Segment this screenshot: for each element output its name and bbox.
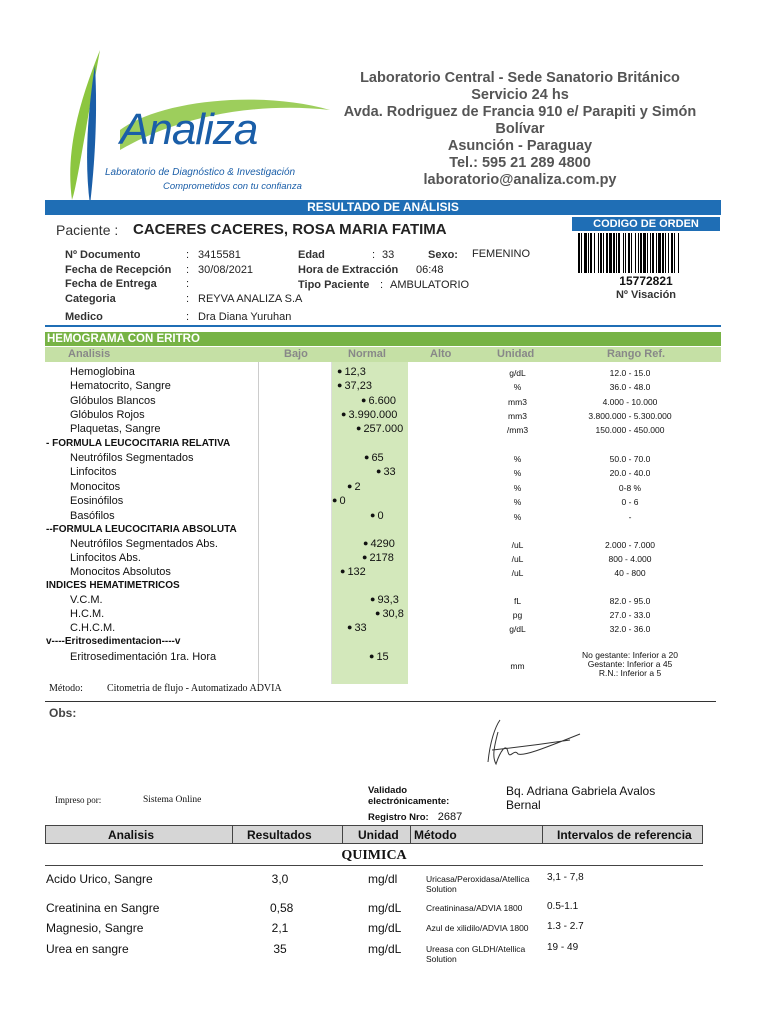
medico-label: Medico [65, 311, 103, 323]
reference-range: 20.0 - 40.0 [609, 468, 651, 478]
doc-label: Nº Documento [65, 249, 141, 261]
patient-label: Paciente : [56, 222, 119, 238]
reference-range: 50.0 - 70.0 [609, 454, 651, 464]
order-code-label: CODIGO DE ORDEN [572, 217, 720, 231]
hemograma-row [0, 608, 768, 622]
analysis-name: Hemoglobina [70, 366, 135, 378]
analysis-name: Linfocitos [70, 466, 117, 478]
analysis-name: Urea en sangre [46, 942, 129, 956]
qcol-resultados: Resultados [247, 828, 312, 842]
registro [368, 811, 462, 823]
medico-value: Dra Diana Yuruhan [198, 311, 292, 323]
col-bajo: Bajo [284, 348, 308, 360]
hemograma-columns [45, 347, 721, 362]
hemograma-row [0, 594, 768, 608]
result-value: 35 [273, 942, 287, 956]
col-normal: Normal [348, 348, 386, 360]
entrega-label: Fecha de Entrega [65, 278, 157, 290]
doc-value: 3415581 [198, 249, 241, 261]
analysis-name: Magnesio, Sangre [46, 921, 144, 935]
header-email: laboratorio@analiza.com.py [423, 172, 617, 188]
impreso-label: Impreso por: [55, 795, 102, 805]
hora-label: Hora de Extracción [298, 264, 399, 276]
result-value: ● 132 [340, 566, 366, 578]
result-value: ● 257.000 [356, 423, 403, 435]
unit: /uL [511, 568, 524, 578]
hemograma-row [0, 538, 768, 552]
metodo-label: Método: [49, 683, 83, 694]
hemograma-row [0, 622, 768, 636]
colon: : [186, 311, 190, 323]
header-line-2: Servicio 24 hs [471, 87, 569, 103]
tipo-paciente-label: Tipo Paciente [298, 279, 370, 291]
unit: fL [513, 596, 522, 606]
col-rango: Rango Ref. [607, 348, 666, 360]
obs-label: Obs: [49, 706, 77, 720]
unit: mm3 [508, 411, 527, 421]
section-heading [0, 636, 768, 650]
barcode-icon [578, 233, 714, 273]
unit: /uL [511, 554, 524, 564]
section-label: v----Eritrosedimentacion----v [46, 636, 181, 647]
unit: mg/dL [368, 921, 402, 935]
analysis-name: Monocitos [70, 481, 121, 493]
divider [342, 826, 343, 843]
result-value: ● 2178 [362, 552, 394, 564]
analysis-name: Glóbulos Blancos [70, 395, 156, 407]
categoria-value: REYVA ANALIZA S.A [198, 293, 303, 305]
hemograma-row [0, 423, 768, 437]
col-unidad: Unidad [497, 348, 535, 360]
visacion-label: Nº Visación [615, 289, 677, 301]
header-phone: Tel.: 595 21 289 4800 [449, 155, 591, 171]
analysis-name: Acido Urico, Sangre [46, 872, 153, 886]
hemograma-row [0, 395, 768, 409]
col-analisis: Analisis [68, 348, 111, 360]
result-value: ● 65 [364, 452, 384, 464]
divider [45, 701, 716, 702]
result-value: ● 15 [369, 651, 389, 663]
quimica-title: QUIMICA [341, 848, 407, 863]
section-label: INDICES HEMATIMETRICOS [46, 580, 180, 591]
hemograma-row [0, 566, 768, 580]
unit: % [513, 454, 522, 464]
colon: : [186, 249, 190, 261]
recepcion-value: 30/08/2021 [198, 264, 254, 276]
analysis-name: Monocitos Absolutos [70, 566, 171, 578]
qcol-analisis: Analisis [108, 828, 155, 842]
analysis-name: Basófilos [70, 510, 115, 522]
result-value: ● 93,3 [370, 594, 399, 606]
result-value: ● 6.600 [361, 395, 396, 407]
registro-label: Registro Nro: [368, 812, 429, 823]
divider [45, 865, 703, 866]
reference-range: 82.0 - 95.0 [609, 596, 651, 606]
method: Uricasa/Peroxidasa/Atellica Solution [426, 874, 530, 894]
categoria-label: Categoria [65, 293, 116, 305]
unit: % [513, 468, 522, 478]
reference-range: 2.000 - 7.000 [604, 540, 656, 550]
result-value: 3,0 [271, 872, 289, 886]
reference-range: 32.0 - 36.0 [609, 624, 651, 634]
logo-tagline: Comprometidos con tu confianza [163, 181, 302, 192]
reference-range: 800 - 4.000 [608, 554, 652, 564]
analysis-name: Glóbulos Rojos [70, 409, 145, 421]
unit: mg/dl [368, 872, 398, 886]
analysis-name: H.C.M. [70, 608, 105, 620]
qcol-unidad: Unidad [358, 828, 399, 842]
result-value: ● 30,8 [375, 608, 404, 620]
section-label: - FORMULA LEUCOCITARIA RELATIVA [46, 438, 231, 449]
analysis-name: Linfocitos Abs. [70, 552, 141, 564]
reference-range: 27.0 - 33.0 [609, 610, 651, 620]
divider [45, 325, 721, 327]
hemograma-row [0, 452, 768, 466]
unit: mm [510, 661, 525, 671]
analysis-name: Plaquetas, Sangre [70, 423, 161, 435]
header-line-1: Laboratorio Central - Sede Sanatorio Británico [360, 70, 680, 86]
divider [542, 826, 543, 843]
section-heading [0, 438, 768, 452]
edad-value: 33 [382, 249, 395, 261]
patient-name: CACERES CACERES, ROSA MARIA FATIMA [133, 221, 447, 238]
reference-range: - [628, 512, 632, 522]
analysis-name: Eosinófilos [70, 495, 124, 507]
result-value: ● 3.990.000 [341, 409, 397, 421]
reference-range: 0.5-1.1 [547, 901, 579, 912]
reference-range: 3,1 - 7,8 [547, 872, 584, 883]
logo-wordmark: Analiza [120, 105, 258, 154]
unit: % [513, 483, 522, 493]
reference-range: 40 - 800 [614, 568, 646, 578]
analysis-name: Neutrófilos Segmentados [70, 452, 194, 464]
metodo-value: Citometria de flujo - Automatizado ADVIA [107, 683, 282, 694]
edad-label: Edad [298, 249, 325, 261]
validador-name: Bq. Adriana Gabriela Avalos Bernal [506, 784, 656, 812]
tipo-paciente-value: AMBULATORIO [390, 279, 470, 291]
reference-range: 12.0 - 15.0 [609, 368, 651, 378]
hemograma-row [0, 510, 768, 524]
reference-range: 1.3 - 2.7 [547, 921, 584, 932]
hemograma-row [0, 495, 768, 509]
header-line-3: Avda. Rodriguez de Francia 910 e/ Parapiti y Simón [343, 104, 697, 120]
hemograma-row [0, 409, 768, 423]
result-value: ● 4290 [363, 538, 395, 550]
recepcion-label: Fecha de Recepción [65, 264, 172, 276]
result-value: ● 12,3 [337, 366, 366, 378]
hora-value: 06:48 [416, 264, 444, 276]
hemograma-row [0, 481, 768, 495]
method: Creatininasa/ADVIA 1800 [426, 903, 523, 913]
unit: % [513, 497, 522, 507]
unit: mg/dL [368, 901, 402, 915]
analysis-name: Eritrosedimentación 1ra. Hora [70, 651, 217, 663]
order-number: 15772821 [619, 274, 673, 288]
logo-subtitle: Laboratorio de Diagnóstico & Investigación [105, 167, 296, 178]
hemograma-title: HEMOGRAMA CON ERITRO [45, 332, 721, 346]
impreso-value: Sistema Online [143, 795, 202, 805]
result-value: ● 33 [347, 622, 367, 634]
result-value: ● 37,23 [337, 380, 372, 392]
colon: : [186, 293, 190, 305]
section-heading [0, 580, 768, 594]
result-value: ● 33 [376, 466, 396, 478]
signature-icon [470, 712, 590, 772]
reference-range: 36.0 - 48.0 [609, 382, 651, 392]
method: Azul de xilidilo/ADVIA 1800 [426, 923, 529, 933]
colon: : [186, 278, 190, 290]
reference-range: 19 - 49 [547, 942, 579, 953]
result-value: 2,1 [271, 921, 289, 935]
hemograma-row [0, 466, 768, 480]
reference-range: 0 - 6 [621, 497, 639, 507]
colon: : [380, 279, 384, 291]
divider [410, 826, 411, 843]
section-label: --FORMULA LEUCOCITARIA ABSOLUTA [46, 524, 237, 535]
analysis-name: Hematocrito, Sangre [70, 380, 171, 392]
quimica-header [45, 825, 703, 844]
sexo-label: Sexo: [428, 249, 458, 261]
unit: /uL [511, 540, 524, 550]
unit: g/dL [509, 624, 526, 634]
report-title: RESULTADO DE ANÁLISIS [45, 200, 721, 215]
reference-range: No gestante: Inferior a 20 Gestante: Inferior a 45 R.N.: Inferior a 5 [582, 650, 678, 678]
method: Ureasa con GLDH/Atellica Solution [426, 944, 526, 964]
reference-range: 150.000 - 450.000 [595, 425, 665, 435]
header-line-5: Asunción - Paraguay [447, 138, 593, 154]
analysis-name: Neutrófilos Segmentados Abs. [70, 538, 218, 550]
unit: % [513, 382, 522, 392]
result-value: 0,58 [270, 901, 294, 915]
reference-range: 4.000 - 10.000 [602, 397, 658, 407]
result-value: ● 0 [332, 495, 346, 507]
hemograma-row [0, 366, 768, 380]
reference-range: 0-8 % [618, 483, 642, 493]
colon: : [372, 249, 376, 261]
reference-range: 3.800.000 - 5.300.000 [588, 411, 672, 421]
col-alto: Alto [430, 348, 452, 360]
unit: mm3 [508, 397, 527, 407]
analysis-name: V.C.M. [70, 594, 103, 606]
result-value: ● 0 [370, 510, 384, 522]
hemograma-row [0, 650, 768, 678]
hemograma-row [0, 380, 768, 394]
unit: mg/dL [368, 942, 402, 956]
qcol-intervalos: Intervalos de referencia [557, 828, 692, 842]
unit: % [513, 512, 522, 522]
unit: /mm3 [506, 425, 529, 435]
analysis-name: C.H.C.M. [70, 622, 116, 634]
divider [232, 826, 233, 843]
validado-label: Validado electrónicamente: [368, 785, 450, 807]
hemograma-row [0, 552, 768, 566]
sexo-value: FEMENINO [472, 248, 531, 260]
unit: pg [512, 610, 523, 620]
analysis-name: Creatinina en Sangre [46, 901, 160, 915]
section-heading [0, 524, 768, 538]
header-line-4: Bolívar [495, 121, 545, 137]
colon: : [186, 264, 190, 276]
result-value: ● 2 [347, 481, 361, 493]
registro-value: 2687 [437, 811, 463, 823]
unit: g/dL [509, 368, 526, 378]
qcol-metodo: Método [414, 828, 457, 842]
